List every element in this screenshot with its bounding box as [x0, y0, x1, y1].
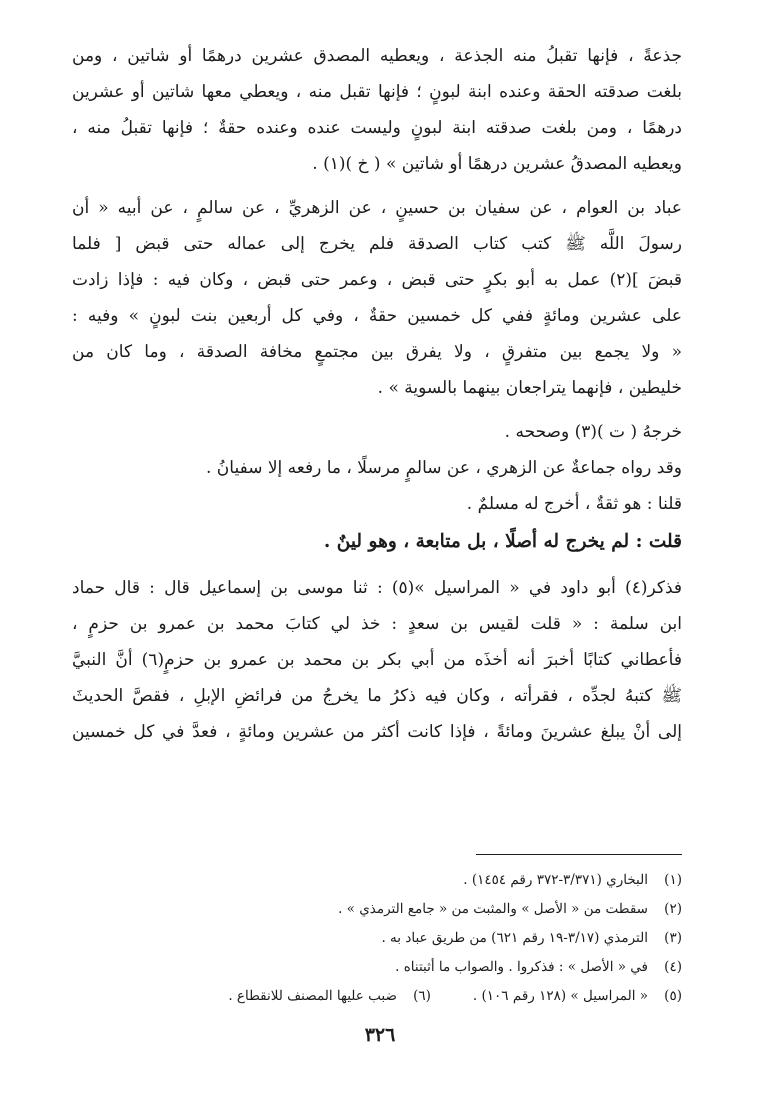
- paragraph-1: [72, 38, 682, 182]
- footnote-number: (١): [664, 872, 682, 888]
- footnote-text: « المراسيل » (١٢٨ رقم ١٠٦) .: [472, 988, 648, 1004]
- page-number: ٣٢٦: [364, 1024, 396, 1046]
- text-line: إلى أنْ يبلغ عشرينَ ومائةً ، فإذا كانت أكثر من عشرين ومائةٍ ، فعدَّ في كل خمسين: [72, 722, 682, 742]
- paragraph-6-heading: قلت : لم يخرج له أصلًا ، بل متابعة ، وهو لينٌ .: [323, 531, 682, 552]
- text-line: خليطين ، فإنهما يتراجعان بينهما بالسوية » .: [377, 378, 682, 398]
- text-line: عباد بن العوام ، عن سفيان بن حسينٍ ، عن الزهريِّ ، عن سالمٍ ، عن أبيه « أن: [72, 198, 682, 218]
- footnotes: [72, 866, 682, 1011]
- text-line: « ولا يجمع بين متفرقٍ ، ولا يفرق بين مجتمعٍ مخافة الصدقة ، وما كان من: [72, 342, 682, 362]
- text-line: بلغت صدقته الحقة وعنده ابنة لبونٍ ؛ فإنها تقبل منه ، ويعطي معها شاتين أو عشرين: [72, 82, 682, 102]
- text-line: ابن سلمة : « قلت لقيس بن سعدٍ : خذ لي كتابَ محمد بن عمرو بن حزمٍ ،: [72, 614, 682, 634]
- paragraph-5: قلنا : هو ثقةٌ ، أخرج له مسلمٌ .: [466, 494, 682, 514]
- text-line: فأعطاني كتابًا أخبرَ أنه أخذَه من أبي بكر بن محمد بن عمرو بن حزمٍ(٦) أنَّ النبيَّ: [72, 650, 682, 670]
- paragraph-4: وقد رواه جماعةٌ عن الزهري ، عن سالمٍ مرسلًا ، ما رفعه إلا سفيانُ .: [206, 458, 682, 478]
- footnote-4: [72, 953, 682, 982]
- text-line: ﷺ كتبهُ لجدِّه ، فقرأته ، وكان فيه ذكرُ ما يخرجُ من فرائضِ الإبلِ ، فقصَّ الحديثَ: [72, 686, 682, 706]
- text-line: على عشرين ومائةٍ ففي كل خمسين حقةٌ ، وفي كل أربعين بنت لبونٍ » وفيه :: [72, 306, 682, 326]
- footnote-text: ضبب عليها المصنف للانقطاع .: [228, 988, 397, 1004]
- text-line: ويعطيه المصدقُ عشرين درهمًا أو شاتين » ( خ )(١) .: [312, 154, 682, 174]
- paragraph-7: [72, 570, 682, 750]
- footnote-text: في « الأصل » : فذكروا . والصواب ما أثبتناه .: [395, 959, 648, 975]
- footnote-number: (٥): [664, 988, 682, 1004]
- text-line: جذعةً ، فإنها تقبلُ منه الجذعة ، ويعطيه المصدق عشرين درهمًا أو شاتين ، ومن: [72, 46, 682, 66]
- footnote-3: [72, 924, 682, 953]
- text-line: درهمًا ، ومن بلغت صدقته ابنة لبونٍ وليست عنده وعنده حقةٌ ؛ فإنها تقبلُ منه ،: [72, 118, 682, 138]
- footnote-text: البخاري (٣/٣٧١-٣٧٢ رقم ١٤٥٤) .: [463, 872, 648, 888]
- footnote-number: (٦): [413, 988, 431, 1004]
- footnote-text: سقطت من « الأصل » والمثبت من « جامع الترمذي » .: [338, 901, 648, 917]
- footnote-1: [72, 866, 682, 895]
- text-line: فذكر(٤) أبو داود في « المراسيل »(٥) : ثنا موسى بن إسماعيل قال : قال حماد: [72, 578, 682, 598]
- footnote-text: الترمذي (٣/١٧-١٩ رقم ٦٢١) من طريق عباد به .: [381, 930, 648, 946]
- text-line: قبضَ ](٢) عمل به أبو بكرٍ حتى قبض ، وعمر حتى قبض ، وكان فيه : فإذا زادت: [72, 270, 682, 290]
- page-body: [72, 38, 682, 1103]
- text-line: رسولَ اللَّه ﷺ كتب كتاب الصدقة فلم يخرج إلى عماله حتى قبض [ فلما: [72, 234, 682, 254]
- footnote-5-6: [72, 982, 682, 1011]
- footnote-number: (٣): [664, 930, 682, 946]
- footnote-2: [72, 895, 682, 924]
- footnote-divider: [476, 854, 682, 855]
- footnote-number: (٤): [664, 959, 682, 975]
- paragraph-3: خرجهُ ( ت )(٣) وصححه .: [504, 422, 682, 442]
- footnote-number: (٢): [664, 901, 682, 917]
- paragraph-2: [72, 190, 682, 406]
